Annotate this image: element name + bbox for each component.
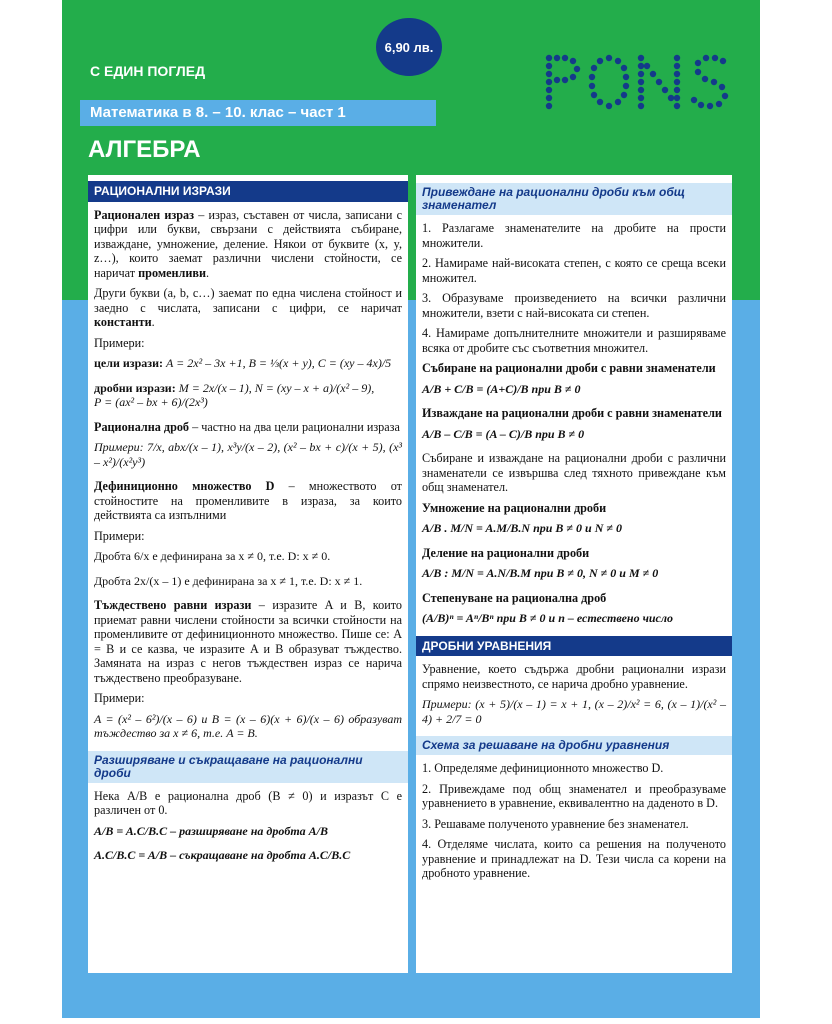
equation-examples: Примери: (x + 5)/(x – 1) = x + 1, (x – 2)/x² = 6, (x – 1)/(x² – 4) + 2/7 = 0 [422,697,726,726]
rational-fraction-examples: Примери: 7/x, abx/(x – 1), x³y/(x – 2), (x² – bx + c)/(x + 5), (x³ – x²)/(x²y³) [94,440,402,469]
pons-logo [543,54,743,110]
step-4: 4. Намираме допълнителните множители и разширяваме всяка от дробите със съответния множител. [422,326,726,355]
extend-intro: Нека A/B е рационална дроб (B ≠ 0) и изразът C е различен от 0. [94,788,402,817]
domain-example-1: Дробта 6/x е дефинирана за x ≠ 0, т.е. D: x ≠ 0. [94,549,331,563]
equation-definition: Уравнение, което съдържа дробни рационални изрази спрямо неизвестното, се нарича дробно уравнение. [422,662,726,691]
scheme-step-1: 1. Определяме дефиниционното множество D. [422,761,664,775]
addition-title: Събиране на рационални дроби с равни знаменатели [422,361,716,375]
step-3: 3. Образуваме произведението на всички различни множители, взети с най-високата си степен. [422,291,726,320]
division-title: Деление на рационални дроби [422,545,590,560]
paragraph-rational-expr: Рационален израз – израз, съставен от числа, записани с цифри или букви, свързани с действията събиране, изваждане, умножение, деление. Някои от буквите (x, y, z…), които заемат различни числени стойности, се наричат променливи. [94,207,402,280]
scheme-step-2: 2. Привеждаме под общ знаменател и преобразуваме уравнението в уравнение, еквивалентно на даденото в D. [422,781,726,810]
scheme-step-4: 4. Отделяме числата, които са решения на полученото уравнение и принадлежат на D. Тези числа са корени на дробното уравнение. [422,837,726,880]
paragraph-domain: Дефиниционно множество D – множеството от стойностите на променливите в израза, за които действията са изпълними [94,479,402,522]
scheme-step-3: 3. Решаваме полученото уравнение без знаменател. [422,816,689,831]
multiplication-title: Умножение на рационални дроби [422,500,607,515]
cover-sheet [62,0,760,1018]
series-label: С ЕДИН ПОГЛЕД [90,63,206,79]
page-title: АЛГЕБРА [88,136,201,163]
paragraph-identity: Тъждествено равни изрази – изразите A и B, които приемат равни числени стойности за всички стойности на променливите от дефиниционното множество. Пише се: A = B и се казва, че изразите A и B образуват тъждество. Замяната на израз с негов тъждествен израз се нарича тъждествено преобразуване. [94,598,402,685]
power-formula: (A/B)ⁿ = Aⁿ/Bⁿ при B ≠ 0 и n – естествено число [422,611,674,625]
different-denominators-text: Събиране и изваждане на рационални дроби с различни знаменатели се извършва след тяхното привеждане към общ знаменател. [422,451,726,494]
step-1: 1. Разлагаме знаменателите на дробите на прости множители. [422,221,726,250]
addition-formula: A/B + C/B = (A+C)/B при B ≠ 0 [422,381,581,396]
integer-expressions: цели изрази: A = 2x² – 3x +1, B = ⅓(x + y), C = (xy – 4x)/5 [94,356,392,370]
section-header-extend: Разширяване и съкращаване на рационални дроби [88,751,408,783]
identity-example: A = (x² – 6²)/(x – 6) и B = (x – 6)(x + 6)/(x – 6) образуват тъждество за x ≠ 6, т.е. A = B. [94,711,402,740]
fraction-expressions: дробни изрази: M = 2x/(x – 1), N = (xy – x + a)/(x² – 9), P = (ax² – bx + 6)/(2x³) [94,380,375,409]
extend-rule: A/B = A.C/B.C – разширяване на дробта A/B [94,823,329,838]
examples-label-3: Примери: [94,691,145,705]
reduce-rule: A.C/B.C = A/B – съкращаване на дробта A.C/B.C [94,848,351,862]
right-panel [416,175,732,973]
multiplication-formula: A/B . M/N = A.M/B.N при B ≠ 0 и N ≠ 0 [422,521,622,535]
subtitle-bar: Математика в 8. – 10. клас – част 1 [80,100,436,126]
domain-example-2: Дробта 2x/(x – 1) е дефинирана за x ≠ 1, т.е. D: x ≠ 1. [94,573,363,588]
examples-label: Примери: [94,335,145,350]
section-header-scheme: Схема за решаване на дробни уравнения [416,736,732,755]
subtraction-title: Изваждане на рационални дроби с равни знаменатели [422,406,722,420]
power-title: Степенуване на рационална дроб [422,590,607,605]
paragraph-constants: Други букви (a, b, c…) заемат по една числена стойност и заедно с числата, записани с цифри, се наричат константи. [94,286,402,329]
examples-label-2: Примери: [94,528,145,543]
subtraction-formula: A/B – C/B = (A – C)/B при B ≠ 0 [422,426,585,441]
section-header-common-denominator: Привеждане на рационални дроби към общ знаменател [416,183,732,215]
price-badge: 6,90 лв. [376,18,442,76]
paragraph-rational-fraction: Рационална дроб – частно на два цели рационални израза [94,419,400,434]
left-panel [88,175,408,973]
section-header-fractional-equations: ДРОБНИ УРАВНЕНИЯ [416,636,732,657]
section-header-rational: РАЦИОНАЛНИ ИЗРАЗИ [88,181,408,202]
division-formula: A/B : M/N = A.N/B.M при B ≠ 0, N ≠ 0 и M ≠ 0 [422,566,659,580]
step-2: 2. Намираме най-високата степен, с която се среща всеки множител. [422,256,726,285]
